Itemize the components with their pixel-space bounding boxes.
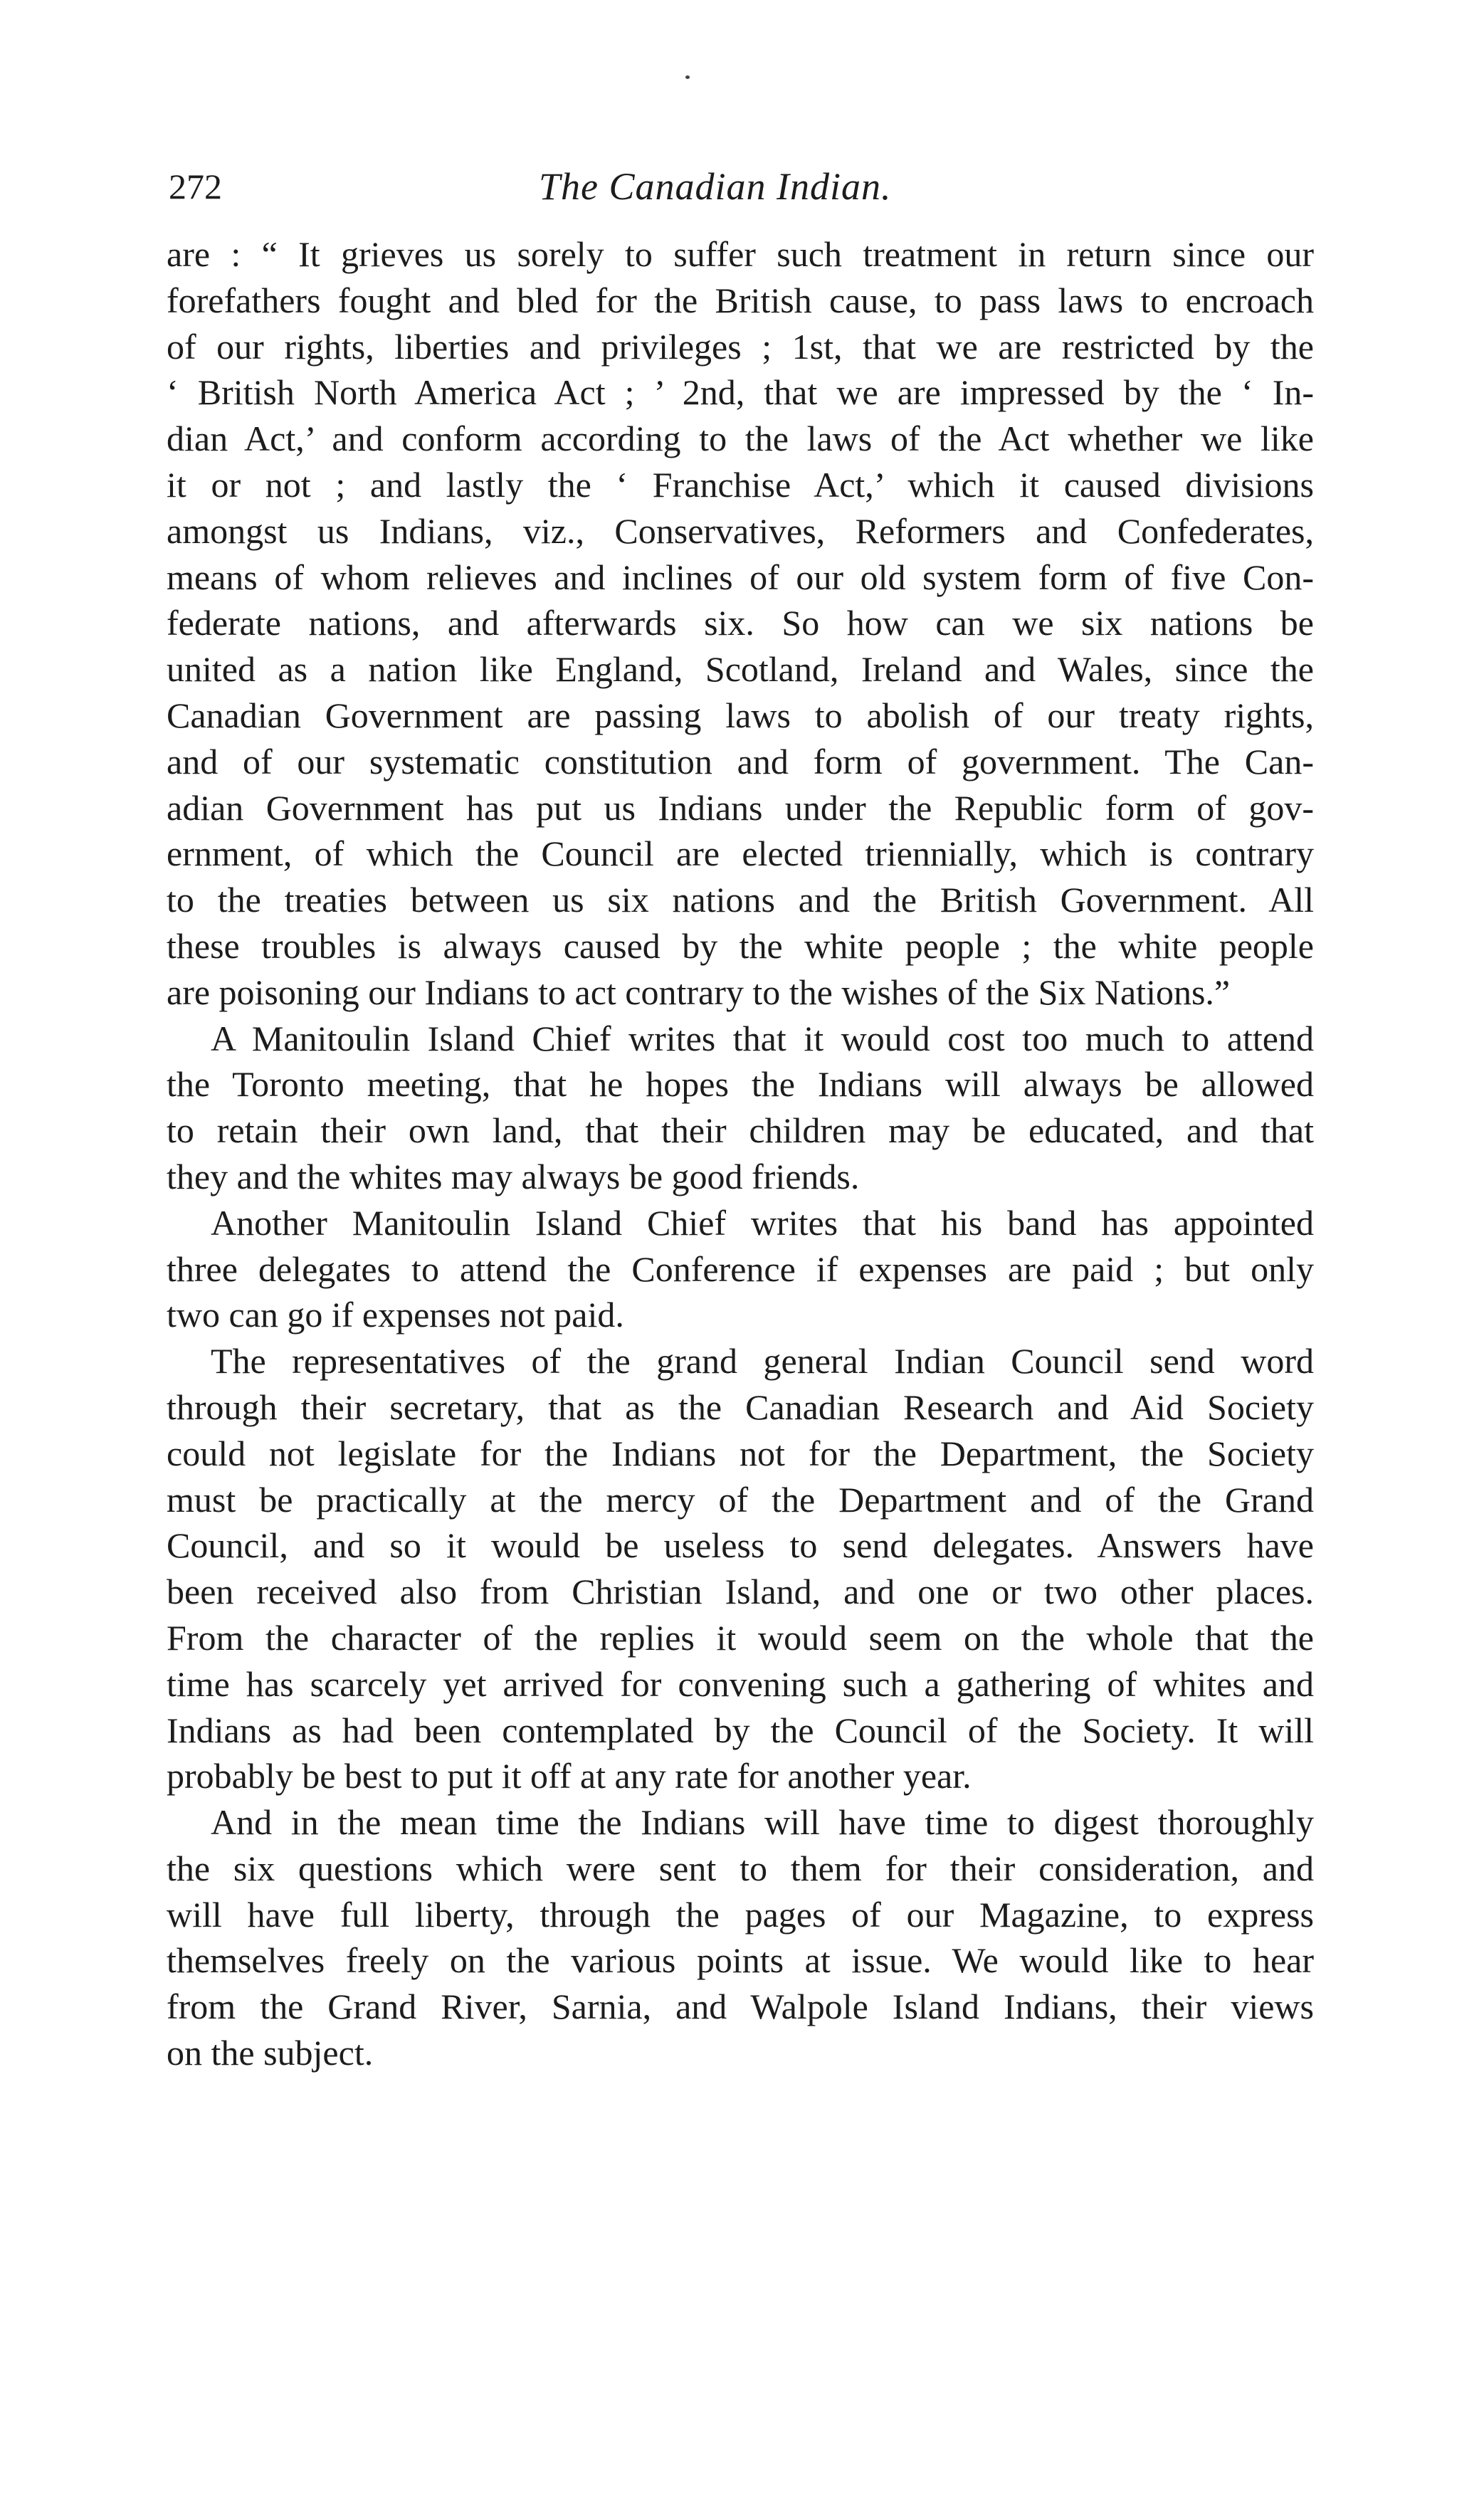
text-line: two can go if expenses not paid. [167, 1295, 624, 1335]
paragraph [167, 231, 1314, 1016]
text-line: are : “ It grieves us sorely to suffer such treatment in return since our [167, 234, 1314, 274]
text-line: forefathers fought and bled for the British cause, to pass laws to encroach [167, 280, 1314, 320]
text-line: to the treaties between us six nations and the British Government. All [167, 880, 1314, 920]
running-head [169, 158, 1316, 215]
text-line: amongst us Indians, viz., Conservatives, Reformers and Confederates, [167, 510, 1314, 551]
text-line: Another Manitoulin Island Chief writes that his band has appointed [211, 1202, 1314, 1243]
page-number: 272 [169, 167, 222, 206]
text-line: will have full liberty, through the pages of our Magazine, to express [167, 1894, 1314, 1935]
text-line: it or not ; and lastly the ‘ Franchise Act,’ which it caused divisions [167, 464, 1314, 505]
text-line: three delegates to attend the Conference if expenses are paid ; but only [167, 1248, 1314, 1289]
page-title: The Canadian Indian. [539, 165, 892, 208]
print-speck [685, 75, 690, 79]
body-text [167, 231, 1314, 2076]
text-line: on the subject. [167, 2033, 374, 2073]
text-line: dian Act,’ and conform according to the laws of the Act whether we like [167, 419, 1314, 459]
text-line: themselves freely on the various points at issue. We would like to hear [167, 1940, 1314, 1981]
paragraph [167, 1799, 1314, 2076]
text-line: they and the whites may always be good friends. [167, 1156, 860, 1196]
text-line: united as a nation like England, Scotland, Ireland and Wales, since the [167, 649, 1314, 690]
text-line: from the Grand River, Sarnia, and Walpole Island Indians, their views [167, 1987, 1314, 2027]
text-line: ‘ British North America Act ; ’ 2nd, that we are impressed by the ‘ In- [167, 372, 1314, 413]
text-line: probably be best to put it off at any rate for another year. [167, 1756, 972, 1796]
text-line: And in the mean time the Indians will have time to digest thoroughly [211, 1802, 1314, 1843]
text-line: ernment, of which the Council are elected triennially, which is contrary [167, 833, 1314, 874]
text-line: Canadian Government are passing laws to abolish of our treaty rights, [167, 695, 1314, 735]
text-line: federate nations, and afterwards six. So how can we six nations be [167, 603, 1314, 643]
paragraph [167, 1016, 1314, 1200]
text-line: The representatives of the grand general Indian Council send word [211, 1341, 1314, 1382]
text-line: From the character of the replies it would seem on the whole that the [167, 1617, 1314, 1658]
text-line: through their secretary, that as the Canadian Research and Aid Society [167, 1387, 1314, 1427]
text-line: these troubles is always caused by the white people ; the white people [167, 925, 1314, 966]
text-line: adian Government has put us Indians under the Republic form of gov- [167, 787, 1314, 828]
text-line: could not legislate for the Indians not for the Department, the Society [167, 1433, 1314, 1473]
text-line: and of our systematic constitution and form of government. The Can- [167, 741, 1314, 782]
text-line: Council, and so it would be useless to send delegates. Answers have [167, 1525, 1314, 1566]
text-line: time has scarcely yet arrived for convening such a gathering of whites and [167, 1663, 1314, 1704]
text-line: means of whom relieves and inclines of our old system form of five Con- [167, 557, 1314, 597]
text-line: Indians as had been contemplated by the Council of the Society. It will [167, 1710, 1314, 1750]
paragraph [167, 1338, 1314, 1799]
text-line: to retain their own land, that their children may be educated, and that [167, 1110, 1314, 1151]
text-line: are poisoning our Indians to act contrary to the wishes of the Six Nations.” [167, 972, 1231, 1012]
text-line: been received also from Christian Island, and one or two other places. [167, 1572, 1314, 1612]
paragraph [167, 1200, 1314, 1338]
text-line: the six questions which were sent to them for their consideration, and [167, 1848, 1314, 1888]
text-line: A Manitoulin Island Chief writes that it would cost too much to attend [211, 1018, 1314, 1058]
text-line: must be practically at the mercy of the Department and of the Grand [167, 1479, 1314, 1520]
text-line: the Toronto meeting, that he hopes the Indians will always be allowed [167, 1064, 1314, 1105]
text-line: of our rights, liberties and privileges ; 1st, that we are restricted by the [167, 326, 1314, 367]
